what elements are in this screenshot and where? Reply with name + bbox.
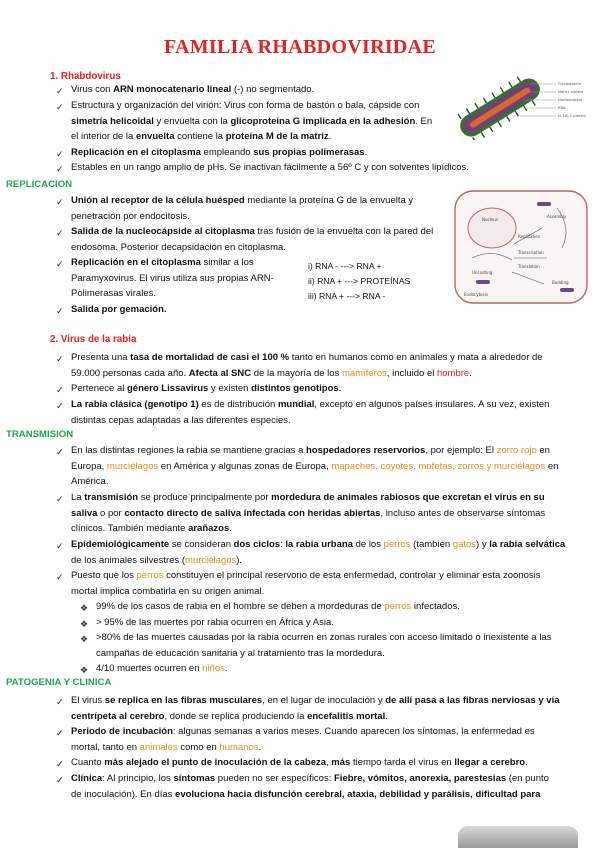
tr-bullet-1: En las distintas regiones la rabia se mantiene gracias a hospedadores reservorios, por ejemplo: El zorro rojo en Europa, murciélagos en América y algunas zonas de Europa, mapaches, coyotes, mofetas, zorros y murciélagos en América. xyxy=(71,445,559,487)
s2-bullet-3: La rabia clásica (genotipo 1) es de distribución mundial, excepto en algunos países insulares. A su vez, existen distintas cepas adaptadas a las diferentes especies. xyxy=(71,399,550,426)
check-icon: ✓ xyxy=(56,306,64,316)
s1-bullet-3: Replicación en el citoplasma empleando sus propias polimerasas. xyxy=(71,147,368,158)
diamond-icon: ❖ xyxy=(80,634,89,644)
s1-bullet-2: Estructura y organización del virión: Virus con forma de bastón o bala, cápside con simetría helicoidal y envuelta con la glicoproteína G implicada en la adhesión. En el interior de la envuelta contiene la proteína M de la matriz. xyxy=(71,100,433,142)
cycle-label: Replication xyxy=(518,234,541,239)
check-icon: ✓ xyxy=(56,728,64,738)
cycle-figure xyxy=(452,188,590,306)
tr-sub-1: 99% de los casos de rabia en el hombre se deben a mordeduras de perros infectados. xyxy=(96,601,460,612)
tr-sub-3: >80% de las muertes causadas por la rabia ocurren en zonas rurales con acceso limitado o inexistente a las campañas de educación sanitaria y al tratamiento tras la mordedura. xyxy=(96,632,552,659)
check-icon: ✓ xyxy=(56,401,64,411)
page-title: FAMILIA RHABDOVIRIDAE xyxy=(163,36,437,58)
cycle-label: Budding xyxy=(552,280,569,285)
virion-label: Matrix protein xyxy=(558,90,584,94)
check-icon: ✓ xyxy=(56,102,64,112)
check-icon: ✓ xyxy=(56,759,64,769)
cycle-label: Nucleus xyxy=(482,217,498,222)
cycle-label: Uncoating xyxy=(472,270,493,275)
rna-line-2: ii) RNA + ---> PROTEÍNAS xyxy=(308,276,411,286)
virion-label: RNA xyxy=(558,106,566,110)
tr-bullet-3: Epidemiológicamente se consideran dos ciclos: la rabia urbana de los perros (también gatos) y la rabia selvática de los animales silvestres (murciélagos). xyxy=(71,539,566,566)
rna-line-3: iii) RNA + ---> RNA - xyxy=(308,291,386,301)
replication-cycle-diagram xyxy=(452,188,590,306)
virion-diagram xyxy=(448,70,588,140)
virion-label: Nucleocapsid xyxy=(558,98,582,102)
tr-bullet-2: La transmisión se produce principalmente por mordedura de animales rabiosos que excretan el virus en su saliva o por contacto directo de saliva infectada con heridas abiertas, incluso antes de observarse síntomas clínicos. También mediante arañazos. xyxy=(71,492,546,534)
pat-bullet-4: Clínica: Al principio, los síntomas pueden no ser específicos: Fiebre, vómitos, anorexia, parestesias (en punto de inoculación). En días evoluciona hacia disfunción cerebral, ataxia, debilidad y parálisis, dificultad para xyxy=(71,773,549,800)
diamond-icon: ❖ xyxy=(80,619,89,629)
virion-label: Glycoprotein xyxy=(558,82,581,86)
rep-bullet-4: Salida por gemación. xyxy=(71,304,167,315)
patogenia-heading: PATOGENIA Y CLINICA xyxy=(6,677,112,688)
check-icon: ✓ xyxy=(56,494,64,504)
virion-label: N, NS, L protein xyxy=(558,114,587,118)
check-icon: ✓ xyxy=(56,197,64,207)
rna-box xyxy=(308,258,448,306)
check-icon: ✓ xyxy=(56,259,64,269)
pat-bullet-2: Periodo de incubación: algunas semanas a varios meses. Cuando aparecen los síntomas, la enfermedad es mortal, tanto en animales como en humanos. xyxy=(71,726,535,753)
s1-bullet-1: Virus con ARN monocatenario lineal (-) no segmentado. xyxy=(71,84,315,95)
rep-bullet-1: Unión al receptor de la célula huésped mediante la proteína G de la envuelta y penetración por endocitosis. xyxy=(71,195,414,222)
check-icon: ✓ xyxy=(56,354,64,364)
check-icon: ✓ xyxy=(56,385,64,395)
check-icon: ✓ xyxy=(56,447,64,457)
rep-bullet-3: Replicación en el citoplasma similar a los Paramyxovirus. El virus utiliza sus propias ARN- Polimerasas virales. xyxy=(71,257,274,299)
replicacion-heading: REPLICACION xyxy=(6,179,73,190)
check-icon: ✓ xyxy=(56,775,64,785)
s2-bullet-1: Presenta una tasa de mortalidad de casi el 100 % tanto en humanos como en animales y mata a alrededor de 59.000 personas cada año. Afecta al SNC de la mayoría de los mamíferos, incluido el hombre. xyxy=(71,352,543,379)
check-icon: ✓ xyxy=(56,164,64,174)
check-icon: ✓ xyxy=(56,228,64,238)
cycle-label: Endocytosis xyxy=(464,292,488,297)
tr-bullet-4: Puesto que los perros constituyen el principal reservorio de esta enfermedad, controlar y eliminar esta zoonosis mortal implica combatirla en su origen animal. xyxy=(71,570,541,597)
bottom-image-fragment xyxy=(458,826,578,848)
rep-bullet-2: Salida de la nucleocápside al citoplasma tras fusión de la envuelta con la pared del endosoma. Posterior decapsidación en citoplasma. xyxy=(71,226,434,253)
section-2-heading: 2. Virus de la rabia xyxy=(50,334,137,345)
diamond-icon: ❖ xyxy=(80,603,89,613)
pat-bullet-3: Cuanto más alejado el punto de inoculación de la cabeza, más tiempo tarda el virus en llegar a cerebro. xyxy=(71,757,528,768)
check-icon: ✓ xyxy=(56,541,64,551)
pat-bullet-1: El virus se replica en las fibras musculares, en el lugar de inoculación y de allí pasa a las fibras nerviosas y vía centrípeta al cerebro, donde se replica produciendo la encefalitis mortal. xyxy=(71,695,560,722)
s2-bullet-2: Pertenece al género Lissavirus y existen distintos genotipos. xyxy=(71,383,342,394)
check-icon: ✓ xyxy=(56,572,64,582)
virion-figure xyxy=(448,70,588,140)
cycle-label: Transcription xyxy=(518,250,544,255)
transmision-heading: TRANSMISION xyxy=(6,429,74,440)
check-icon: ✓ xyxy=(56,697,64,707)
cycle-label: Assembly xyxy=(547,214,567,219)
diamond-icon: ❖ xyxy=(80,665,89,675)
cycle-label: Translation xyxy=(518,264,540,269)
tr-sub-2: > 95% de las muertes por rabia ocurren en África y Asia. xyxy=(96,617,334,628)
section-1-heading: 1. Rhabdovirus xyxy=(50,71,121,82)
rna-line-1: i) RNA - ---> RNA + xyxy=(308,261,382,271)
s1-bullet-4: Estables en un rango amplio de pHs. Se inactivan fácilmente a 56º C y con solventes lipídicos. xyxy=(71,162,469,173)
check-icon: ✓ xyxy=(56,86,64,96)
check-icon: ✓ xyxy=(56,149,64,159)
tr-sub-4: 4/10 muertes ocurren en niños. xyxy=(96,663,228,674)
